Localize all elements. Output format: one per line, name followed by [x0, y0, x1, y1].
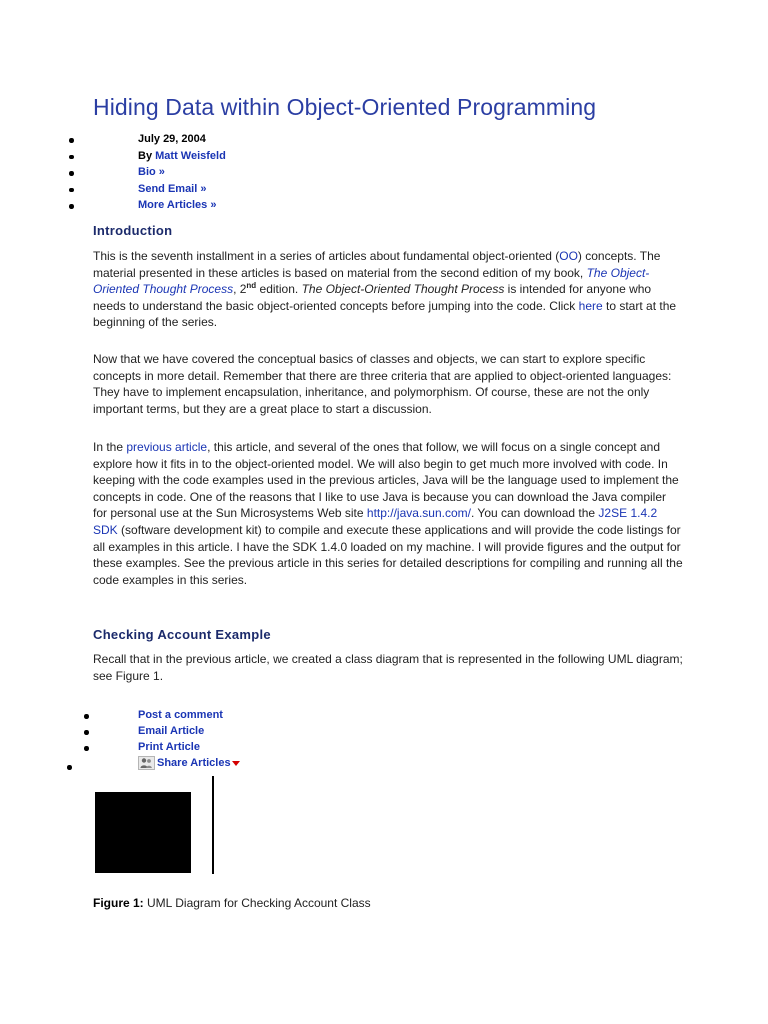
here-link[interactable]: here	[578, 298, 603, 313]
text-run: In the	[93, 440, 127, 454]
figure-label: Figure 1:	[93, 896, 144, 910]
book-link[interactable]: The Object-Oriented Thought Process	[93, 265, 650, 297]
figure-1-image	[95, 792, 191, 873]
intro-paragraph-1	[93, 248, 683, 331]
bullet-dot-icon	[69, 204, 74, 209]
ordinal-superscript: nd	[246, 281, 257, 291]
intro-paragraph-3	[93, 439, 683, 588]
book-title-italic: The Object-Oriented Thought Process	[301, 282, 505, 297]
text-run: to start at the beginning of the series.	[93, 298, 677, 330]
by-label: By	[138, 149, 156, 162]
bullet-dot-icon	[84, 746, 89, 751]
checking-paragraph: Recall that in the previous article, we created a class diagram that is represented in the following UML diagram; see Figure 1.	[93, 652, 683, 683]
email-article-link[interactable]: Email Article	[138, 725, 205, 737]
bullet-dot-icon	[69, 138, 74, 143]
caret-down-icon[interactable]	[232, 761, 240, 766]
text-run: edition.	[256, 282, 302, 297]
article-date: July 29, 2004	[138, 133, 206, 145]
java-site-link[interactable]: http://java.sun.com/	[366, 506, 471, 521]
text-run: (software development kit) to compile and execute these applications and will provide the code listings for all examples in this article. I have the SDK 1.4.0 loaded on my machine. I will provide figures and the output for these examples. See the previous article in this series for detailed descriptions for compiling and running all the code examples in this series.	[93, 522, 683, 587]
more-articles-link[interactable]: More Articles »	[138, 199, 217, 211]
author-link[interactable]: Matt Weisfeld	[155, 149, 226, 162]
sdk-link[interactable]: J2SE 1.4.2 SDK	[93, 506, 658, 537]
page-title: Hiding Data within Object-Oriented Programming	[93, 94, 597, 120]
share-people-icon	[138, 756, 155, 770]
bullet-dot-icon	[69, 171, 74, 176]
post-comment-link[interactable]: Post a comment	[138, 709, 223, 721]
bullet-dot-icon	[69, 188, 74, 193]
share-articles-control[interactable]	[138, 755, 240, 771]
share-articles-link[interactable]: Share Articles	[157, 757, 231, 769]
intro-paragraph-2: Now that we have covered the conceptual basics of classes and objects, we can start to explore specific concepts in more detail. Remember that there are three criteria that are applied to object-oriented languages: They have to implement encapsulation, inheritance, and polymorphism. Of course, these are not the only important terms, but they are a great place to start a discussion.	[93, 352, 672, 416]
bullet-dot-icon	[69, 155, 74, 160]
send-email-link[interactable]: Send Email »	[138, 182, 207, 195]
introduction-heading: Introduction	[93, 223, 173, 238]
text-run: , 2	[233, 282, 247, 297]
author-line	[138, 148, 226, 165]
text-run: is intended for anyone who needs to understand the basic object-oriented concepts before jumping into the code. Click	[93, 282, 652, 313]
previous-article-link[interactable]: previous article	[126, 440, 208, 454]
figure-divider-line	[212, 776, 214, 874]
figure-1-caption	[93, 896, 371, 910]
print-article-link[interactable]: Print Article	[138, 741, 200, 753]
bullet-dot-icon	[84, 714, 89, 719]
text-run: , this article, and several of the ones that follow, we will focus on a single concept and explore how it fits in to the object-oriented model. We will also begin to get much more involved with code. In keeping with the code examples used in the previous articles, Java will be the language used to implement the concepts in code. One of the reasons that I like to use Java is because you can download the Java compiler for personal use at the Sun Microsystems Web site	[93, 440, 679, 521]
bullet-dot-icon	[84, 730, 89, 735]
checking-account-heading: Checking Account Example	[93, 627, 271, 642]
text-run: . You can download the	[470, 506, 599, 521]
bullet-dot-icon	[67, 765, 72, 770]
text-run: ) concepts. The material presented in these articles is based on material from the second edition of my book,	[93, 249, 661, 280]
oo-link[interactable]: OO	[559, 249, 578, 263]
figure-caption-text: UML Diagram for Checking Account Class	[143, 896, 371, 910]
bio-link[interactable]: Bio »	[138, 166, 165, 178]
text-run: This is the seventh installment in a series of articles about fundamental object-oriented (	[93, 249, 560, 263]
